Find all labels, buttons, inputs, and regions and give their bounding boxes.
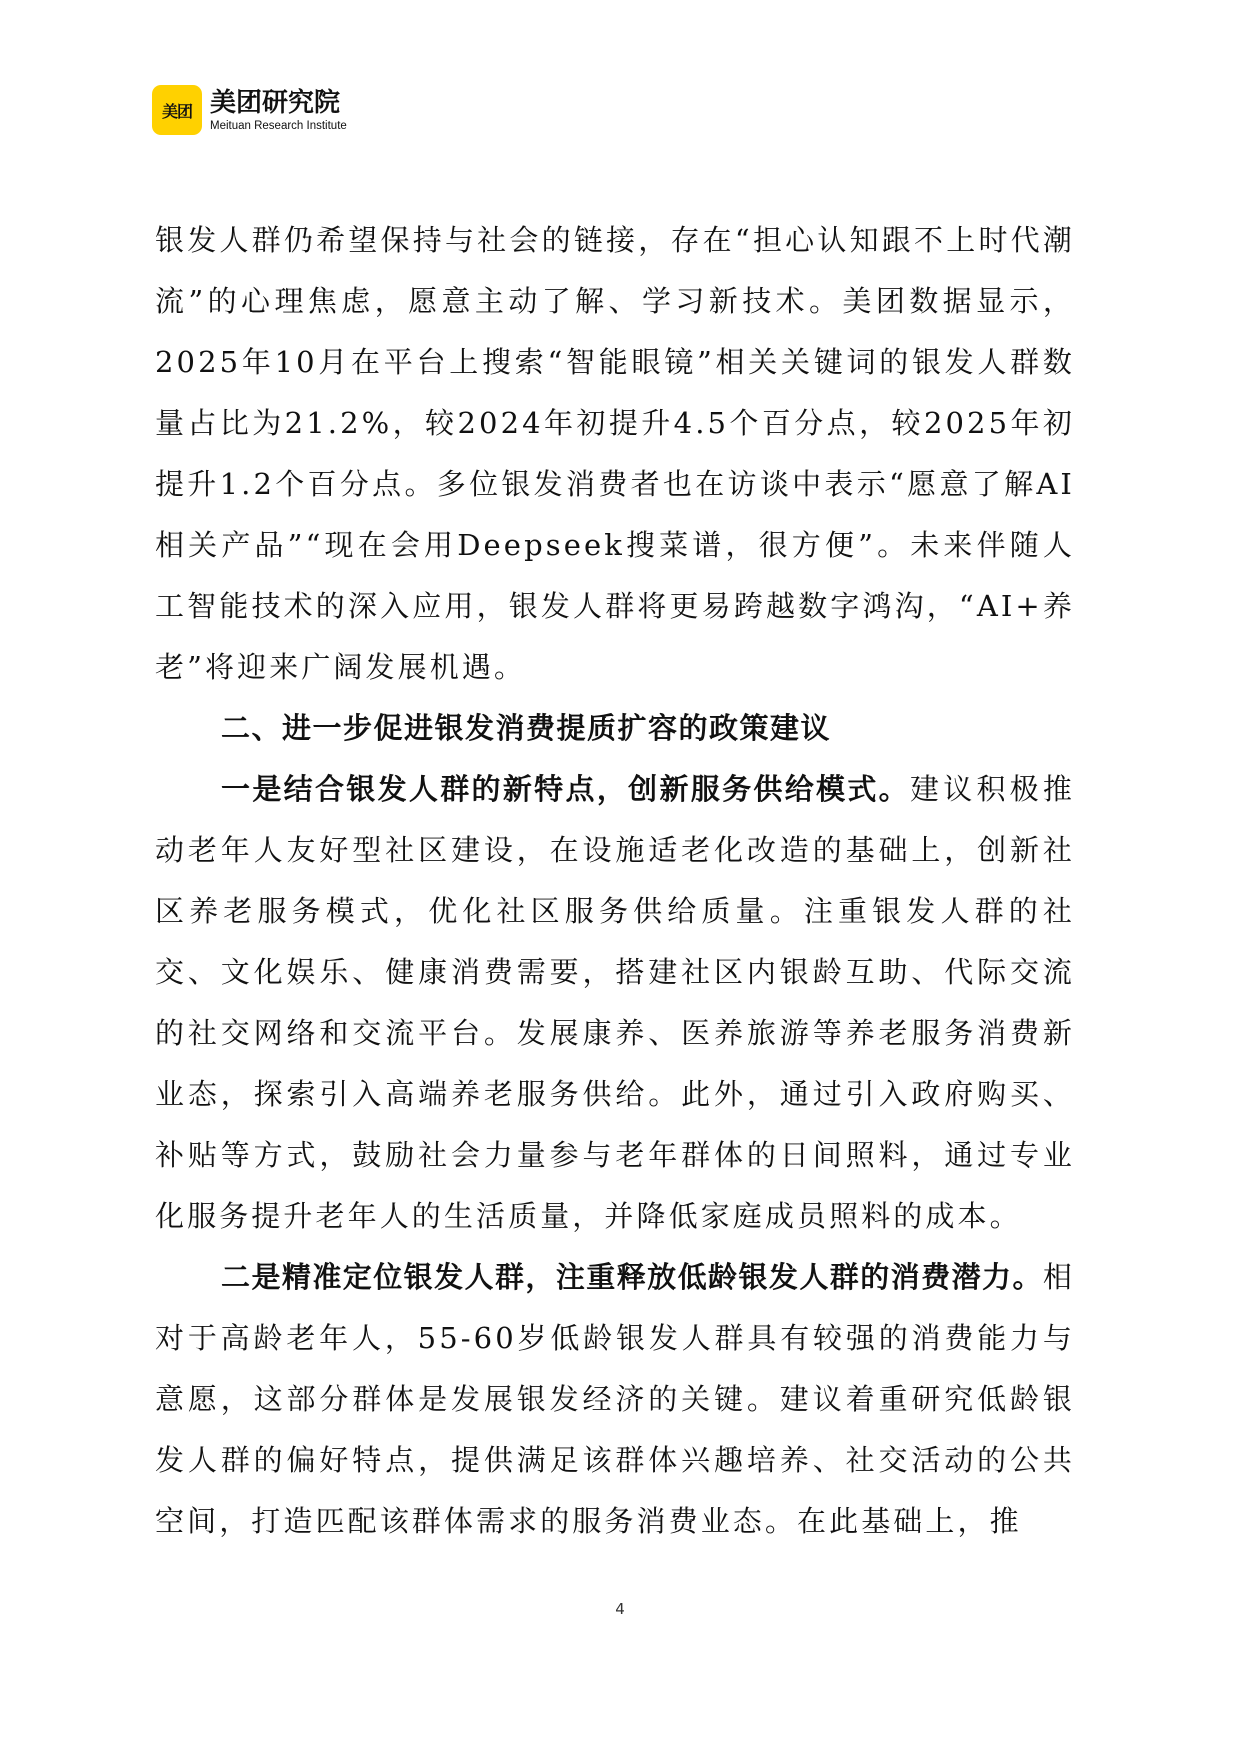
section-heading: 二、进一步促进银发消费提质扩容的政策建议 xyxy=(221,711,832,745)
page-number: 4 xyxy=(615,1600,625,1618)
paragraph-recommendation-2 xyxy=(155,1247,1075,1552)
header-logo xyxy=(152,85,347,135)
org-name-en: Meituan Research Institute xyxy=(210,119,347,132)
logo-text-block xyxy=(210,88,347,133)
paragraph-recommendation-1 xyxy=(155,759,1075,1247)
recommendation-1-lead: 一是结合银发人群的新特点，创新服务供给模式。 xyxy=(221,772,911,806)
recommendation-2-lead: 二是精准定位银发人群，注重释放低龄银发人群的消费潜力。 xyxy=(221,1260,1043,1294)
org-name-cn: 美团研究院 xyxy=(210,87,341,118)
document-body xyxy=(155,210,1075,1552)
meituan-logo-badge: 美团 xyxy=(152,85,202,135)
paragraph-digital-adoption: 银发人群仍希望保持与社会的链接，存在“担心认知跟不上时代潮流”的心理焦虑，愿意主动了解、学习新技术。美团数据显示，2025年10月在平台上搜索“智能眼镜”相关关键词的银发人群数量占比为21.2%，较2024年初提升4.5个百分点，较2025年初提升1.2个百分点。多位银发消费者也在访谈中表示“愿意了解AI相关产品”“现在会用Deepseek搜菜谱，很方便”。未来伴随人工智能技术的深入应用，银发人群将更易跨越数字鸿沟，“AI+养老”将迎来广阔发展机遇。 xyxy=(155,223,1075,684)
recommendation-2-text: 相对于高龄老年人，55-60岁低龄银发人群具有较强的消费能力与意愿，这部分群体是发展银发经济的关键。建议着重研究低龄银发人群的偏好特点，提供满足该群体兴趣培养、社交活动的公共空间，打造匹配该群体需求的服务消费业态。在此基础上，推 xyxy=(155,1260,1075,1538)
recommendation-1-text: 建议积极推动老年人友好型社区建设，在设施适老化改造的基础上，创新社区养老服务模式，优化社区服务供给质量。注重银发人群的社交、文化娱乐、健康消费需要，搭建社区内银龄互助、代际交流的社交网络和交流平台。发展康养、医养旅游等养老服务消费新业态，探索引入高端养老服务供给。此外，通过引入政府购买、补贴等方式，鼓励社会力量参与老年群体的日间照料，通过专业化服务提升老年人的生活质量，并降低家庭成员照料的成本。 xyxy=(155,772,1075,1233)
